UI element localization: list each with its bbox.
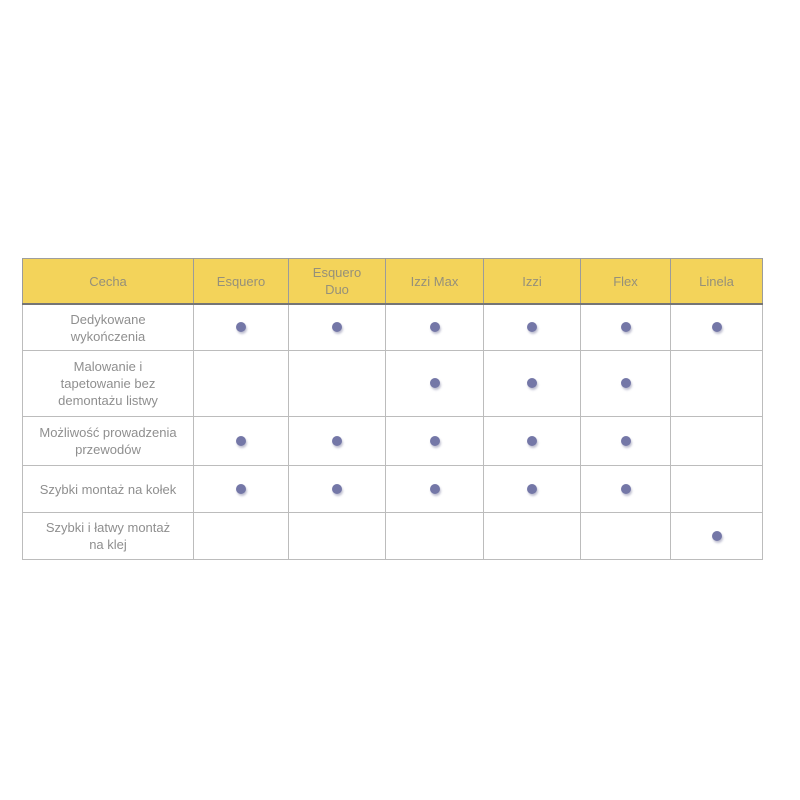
availability-dot bbox=[712, 531, 722, 541]
availability-cell bbox=[386, 466, 484, 513]
comparison-table bbox=[22, 258, 763, 560]
column-header-cecha: Cecha bbox=[23, 259, 194, 305]
availability-cell bbox=[194, 304, 289, 351]
availability-dot bbox=[430, 322, 440, 332]
availability-dot bbox=[621, 378, 631, 388]
availability-cell bbox=[386, 351, 484, 417]
availability-cell bbox=[671, 417, 763, 466]
feature-label: Szybki montaż na kołek bbox=[23, 466, 194, 513]
column-header-izzi-max: Izzi Max bbox=[386, 259, 484, 305]
availability-cell bbox=[289, 417, 386, 466]
availability-cell bbox=[581, 513, 671, 560]
availability-dot bbox=[430, 378, 440, 388]
availability-cell bbox=[671, 351, 763, 417]
header-row bbox=[23, 259, 763, 305]
availability-dot bbox=[621, 484, 631, 494]
table-row bbox=[23, 466, 763, 513]
feature-label: Malowanie i tapetowanie bez demontażu listwy bbox=[23, 351, 194, 417]
availability-cell bbox=[289, 304, 386, 351]
availability-cell bbox=[484, 513, 581, 560]
availability-dot bbox=[332, 322, 342, 332]
availability-cell bbox=[581, 351, 671, 417]
availability-cell bbox=[671, 513, 763, 560]
feature-label: Szybki i łatwy montaż na klej bbox=[23, 513, 194, 560]
availability-cell bbox=[289, 351, 386, 417]
column-header-izzi: Izzi bbox=[484, 259, 581, 305]
availability-cell bbox=[581, 304, 671, 351]
availability-cell bbox=[484, 304, 581, 351]
availability-dot bbox=[236, 322, 246, 332]
availability-cell bbox=[484, 417, 581, 466]
table-row bbox=[23, 351, 763, 417]
availability-cell bbox=[581, 466, 671, 513]
availability-dot bbox=[527, 436, 537, 446]
availability-dot bbox=[712, 322, 722, 332]
availability-cell bbox=[484, 466, 581, 513]
availability-dot bbox=[527, 322, 537, 332]
availability-cell bbox=[671, 304, 763, 351]
availability-cell bbox=[386, 513, 484, 560]
availability-dot bbox=[430, 436, 440, 446]
availability-cell bbox=[671, 466, 763, 513]
availability-cell bbox=[386, 417, 484, 466]
availability-cell bbox=[194, 351, 289, 417]
availability-dot bbox=[332, 436, 342, 446]
availability-cell bbox=[484, 351, 581, 417]
feature-label: Dedykowane wykończenia bbox=[23, 304, 194, 351]
availability-dot bbox=[527, 378, 537, 388]
column-header-esquero-duo: Esquero Duo bbox=[289, 259, 386, 305]
availability-cell bbox=[194, 513, 289, 560]
column-header-linela: Linela bbox=[671, 259, 763, 305]
availability-cell bbox=[581, 417, 671, 466]
availability-dot bbox=[621, 436, 631, 446]
availability-dot bbox=[332, 484, 342, 494]
availability-cell bbox=[289, 513, 386, 560]
availability-cell bbox=[194, 417, 289, 466]
column-header-esquero: Esquero bbox=[194, 259, 289, 305]
availability-cell bbox=[289, 466, 386, 513]
table-row bbox=[23, 417, 763, 466]
feature-label: Możliwość prowadzenia przewodów bbox=[23, 417, 194, 466]
availability-dot bbox=[621, 322, 631, 332]
table-row bbox=[23, 513, 763, 560]
availability-dot bbox=[430, 484, 440, 494]
availability-cell bbox=[194, 466, 289, 513]
column-header-flex: Flex bbox=[581, 259, 671, 305]
availability-cell bbox=[386, 304, 484, 351]
availability-dot bbox=[527, 484, 537, 494]
availability-dot bbox=[236, 436, 246, 446]
table-row bbox=[23, 304, 763, 351]
availability-dot bbox=[236, 484, 246, 494]
